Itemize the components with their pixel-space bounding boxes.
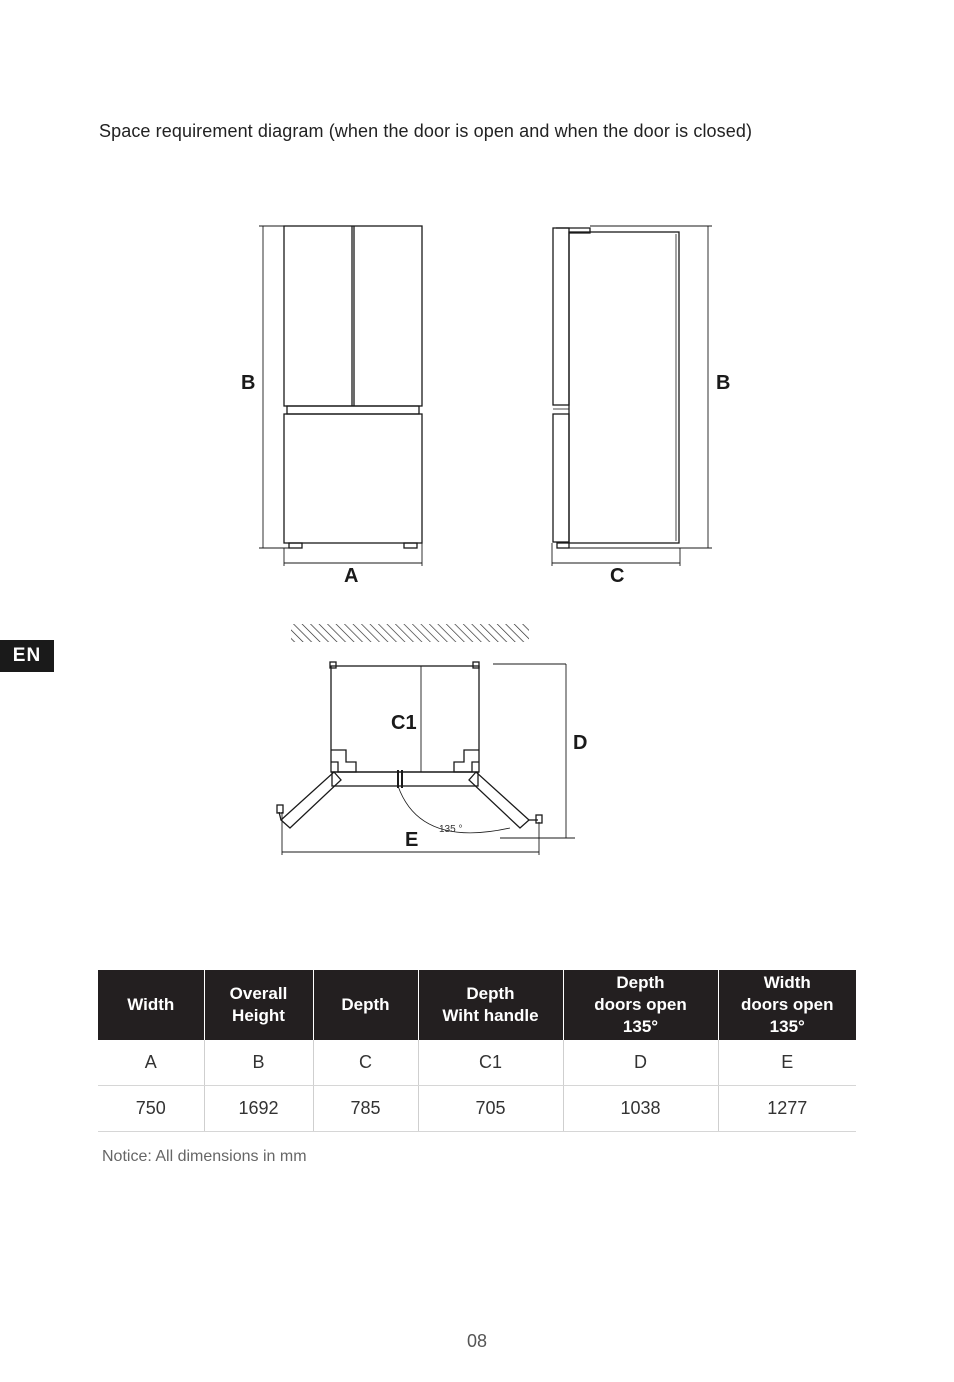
notice-text: Notice: All dimensions in mm [102,1148,307,1165]
side-view-drawing [552,226,712,566]
table-cell: A [98,1040,204,1086]
header-overall-height [204,970,313,1040]
top-view-drawing [277,662,575,855]
header-line: 135° [622,1017,659,1036]
table-cell: 1038 [563,1086,718,1132]
table-cell: 705 [418,1086,563,1132]
front-height-label: B [241,372,256,394]
angle-label: 135 ° [439,824,463,835]
header-line: Depth [616,973,665,992]
table-cell: 1277 [718,1086,856,1132]
table-cell: C [313,1040,418,1086]
header-line: Wiht handle [442,1006,539,1025]
table-cell: D [563,1040,718,1086]
header-line: Depth [341,995,390,1014]
front-width-label: A [344,565,359,587]
header-width-doors-open [718,970,856,1040]
top-depth-open-label: D [573,732,588,754]
header-line: 135° [769,1017,805,1036]
table-cell: 785 [313,1086,418,1132]
header-line: Width [763,973,811,992]
header-line: Height [232,1006,285,1025]
header-line: doors open [594,995,687,1014]
table-cell: C1 [418,1040,563,1086]
header-width [98,970,204,1040]
header-depth-doors-open [563,970,718,1040]
language-tab: EN [0,640,54,672]
intro-text: Space requirement diagram (when the door is open and when the door is closed) [99,121,753,141]
header-line: doors open [740,995,834,1014]
top-width-open-label: E [405,829,419,851]
header-line: Width [127,995,175,1014]
table-header-row [98,970,856,1040]
front-view-drawing [259,226,422,566]
header-depth-with-handle [418,970,563,1040]
side-height-label: B [716,372,731,394]
table-row [98,1086,856,1132]
table-cell: 1692 [204,1086,313,1132]
header-line: Overall [229,984,288,1003]
table-cell: 750 [98,1086,204,1132]
side-depth-label: C [610,565,625,587]
header-depth [313,970,418,1040]
header-line: Depth [466,984,515,1003]
wall-hatch [291,624,529,642]
table-cell: B [204,1040,313,1086]
page-number: 08 [466,1331,488,1351]
dimensions-table [98,970,856,1132]
table-cell: E [718,1040,856,1086]
table-row [98,1040,856,1086]
top-depth-body-label: C1 [391,712,417,734]
